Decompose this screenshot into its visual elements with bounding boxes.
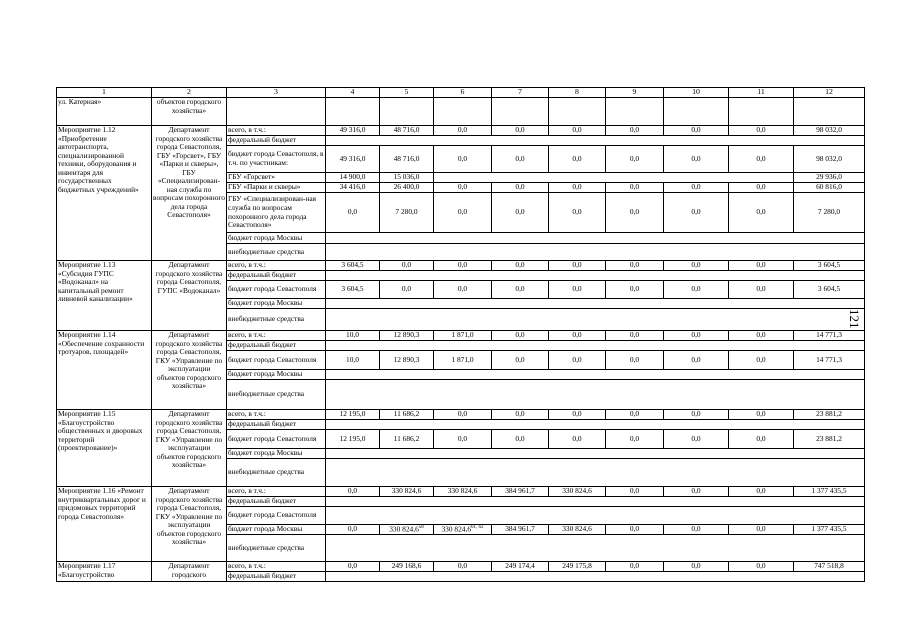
col-num-12: 12 <box>794 88 865 98</box>
funding-source-cell: федеральный бюджет <box>227 497 326 507</box>
funding-source-cell: всего, в т.ч.: <box>227 331 326 341</box>
funding-source-cell: федеральный бюджет <box>227 420 326 430</box>
funding-source-cell: всего, в т.ч.: <box>227 126 326 136</box>
executor-cell: Департамент городского хозяйства города Севастополя, ГКУ «Управление по эксплуатации объектов городского хозяйства» <box>152 487 227 562</box>
funding-source-cell: бюджет города Севастополя <box>227 430 326 449</box>
funding-source-cell: бюджет города Севастополя <box>227 507 326 525</box>
table-row: Мероприятие 1.13 «Субсидия ГУПС «Водоканал» на капитальный ремонт ливневой канализации» Департамент городского хозяйства города Севастополя, ГУПС «Водоканал» всего, в т.ч.: 3 604,5 0,0 0,0 0,0 0,0 0,0 0,0 0,0 3 604,5 <box>57 261 865 271</box>
col-num-6: 6 <box>434 88 492 98</box>
measure-name-cell: Мероприятие 1.13 «Субсидия ГУПС «Водоканал» на капитальный ремонт ливневой канализации» <box>57 261 152 331</box>
budget-table-sheet <box>56 87 865 582</box>
measure-name-cell: Мероприятие 1.15 «Благоустройство общественных и дворовых территорий (проектирование)» <box>57 410 152 487</box>
measure-name-cell: Мероприятие 1.14 «Обеспечение сохранности тротуаров, площадей» <box>57 331 152 410</box>
column-number-header <box>57 88 865 98</box>
funding-source-cell: бюджет города Севастополя <box>227 351 326 370</box>
measure-name-cell: Мероприятие 1.16 «Ремонт внутриквартальных дорог и придомовых территорий города Севастополя» <box>57 487 152 562</box>
measure-name-cell: Мероприятие 1.17 «Благоустройство <box>57 562 152 582</box>
executor-cell: Департамент городского хозяйства города Севастополя, ГКУ «Управление по эксплуатации объектов городского хозяйства» <box>152 331 227 410</box>
funding-source-cell: ГБУ «Парки и скверы» <box>227 183 326 193</box>
table-row: бюджет города Москвы 0,0 330 824,6$^{58}$ 330 824,6$^{61, 62}$ 384 961,7 330 824,6 0,0 0,0 0,0 1 377 435,5 <box>57 525 865 535</box>
funding-source-cell: бюджет города Москвы <box>227 525 326 535</box>
continuation-row <box>57 98 865 126</box>
executor-cell: Департамент городского хозяйства города Севастополя, ГУПС «Водоканал» <box>152 261 227 331</box>
footnote-mark: 61, 62 <box>471 525 484 530</box>
col-num-8: 8 <box>549 88 606 98</box>
funding-source-cell: бюджет города Севастополя, в т.ч. по участникам: <box>227 146 326 173</box>
executor-cell: Департамент городского <box>152 562 227 582</box>
col-num-10: 10 <box>664 88 729 98</box>
table-row: Мероприятие 1.14 «Обеспечение сохранности тротуаров, площадей» Департамент городского хозяйства города Севастополя, ГКУ «Управление по эксплуатации объектов городского хозяйства» всего, в т.ч.: 10,0 12 890,3 1 871,0 0,0 0,0 0,0 0,0 0,0 14 771,3 <box>57 331 865 341</box>
funding-source-cell: внебюджетные средства <box>227 535 326 562</box>
table-row: Мероприятие 1.17 «Благоустройство Департамент городского всего, в т.ч.: 0,0 249 168,6 0,0 249 174,4 249 175,8 0,0 0,0 0,0 747 518,8 <box>57 562 865 572</box>
table-row: бюджет города Севастополя 10,0 12 890,3 1 871,0 0,0 0,0 0,0 0,0 0,0 14 771,3 <box>57 351 865 370</box>
table-row: Мероприятие 1.15 «Благоустройство общественных и дворовых территорий (проектирование)» Департамент городского хозяйства города Севастополя, ГКУ «Управление по эксплуатации объектов городского хозяйства» всего, в т.ч.: 12 195,0 11 686,2 0,0 0,0 0,0 0,0 0,0 0,0 23 881,2 <box>57 410 865 420</box>
funding-source-cell: федеральный бюджет <box>227 136 326 146</box>
funding-source-cell: всего, в т.ч.: <box>227 487 326 497</box>
funding-source-cell: федеральный бюджет <box>227 271 326 281</box>
funding-source-cell: внебюджетные средства <box>227 459 326 487</box>
table-row: бюджет города Севастополя, в т.ч. по участникам: 49 316,0 48 716,0 0,0 0,0 0,0 0,0 0,0 0,0 98 032,0 <box>57 146 865 173</box>
funding-source-cell: бюджет города Севастополя <box>227 281 326 299</box>
page-number: 121 <box>847 309 862 329</box>
funding-source-cell: всего, в т.ч.: <box>227 562 326 572</box>
table-row: Мероприятие 1.16 «Ремонт внутриквартальных дорог и придомовых территорий города Севастополя» Департамент городского хозяйства города Севастополя, ГКУ «Управление по эксплуатации объектов городского хозяйства» всего, в т.ч.: 0,0 330 824,6 330 824,6 384 961,7 330 824,6 0,0 0,0 0,0 1 377 435,5 <box>57 487 865 497</box>
col-num-1: 1 <box>57 88 152 98</box>
table-row: Мероприятие 1.12 «Приобретение автотранспорта, специализированной техники, оборудования и инвентаря для государственных бюджетных учреждений» Департамент городского хозяйства города Севастополя, ГБУ «Горсвет», ГБУ «Парки и скверы», ГБУ «Специализирован-ная служба по вопросам похоронного дела города Севастополя» всего, в т.ч.: 49 316,0 48 716,0 0,0 0,0 0,0 0,0 0,0 0,0 98 032,0 <box>57 126 865 136</box>
table-row: бюджет города Севастополя 3 604,5 0,0 0,0 0,0 0,0 0,0 0,0 0,0 3 604,5 <box>57 281 865 299</box>
table-row: бюджет города Севастополя 12 195,0 11 686,2 0,0 0,0 0,0 0,0 0,0 0,0 23 881,2 <box>57 430 865 449</box>
col-num-11: 11 <box>729 88 794 98</box>
funding-source-cell: бюджет города Москвы <box>227 370 326 380</box>
funding-source-cell: бюджет города Москвы <box>227 299 326 309</box>
funding-source-cell: бюджет города Москвы <box>227 449 326 459</box>
measure-name-cell: ул. Катерная» <box>57 98 152 126</box>
table-row: ГБУ «Парки и скверы» 34 416,0 26 400,0 0,0 0,0 0,0 0,0 0,0 0,0 60 816,0 <box>57 183 865 193</box>
executor-cell: Департамент городского хозяйства города Севастополя, ГКУ «Управление по эксплуатации объектов городского хозяйства» <box>152 410 227 487</box>
funding-source-cell: федеральный бюджет <box>227 341 326 351</box>
funding-source-cell: ГБУ «Специализирован-ная служба по вопросам похоронного дела города Севастополя» <box>227 193 326 233</box>
col-num-4: 4 <box>326 88 380 98</box>
col-num-2: 2 <box>152 88 227 98</box>
funding-source-cell: ГБУ «Горсвет» <box>227 173 326 183</box>
funding-source-cell: всего, в т.ч.: <box>227 261 326 271</box>
col-num-7: 7 <box>492 88 549 98</box>
funding-source-cell: всего, в т.ч.: <box>227 410 326 420</box>
table-row: ГБУ «Специализирован-ная служба по вопросам похоронного дела города Севастополя» 0,0 7 280,0 0,0 0,0 0,0 0,0 0,0 0,0 7 280,0 <box>57 193 865 233</box>
executor-cell: объектов городского хозяйства» <box>152 98 227 126</box>
funding-source-cell: внебюджетные средства <box>227 380 326 410</box>
col-num-9: 9 <box>606 88 664 98</box>
funding-source-cell: федеральный бюджет <box>227 572 326 582</box>
col-num-5: 5 <box>380 88 434 98</box>
footnote-mark: 58 <box>418 525 424 530</box>
budget-table <box>56 87 865 582</box>
funding-source-cell: внебюджетные средства <box>227 309 326 331</box>
funding-source-cell: бюджет города Москвы <box>227 233 326 244</box>
table-row: ГБУ «Горсвет» 14 900,0 15 036,0 29 936,0 <box>57 173 865 183</box>
funding-source-cell: внебюджетные средства <box>227 244 326 261</box>
col-num-3: 3 <box>227 88 326 98</box>
measure-name-cell: Мероприятие 1.12 «Приобретение автотранспорта, специализированной техники, оборудования и инвентаря для государственных бюджетных учреждений» <box>57 126 152 261</box>
executor-cell: Департамент городского хозяйства города Севастополя, ГБУ «Горсвет», ГБУ «Парки и скверы», ГБУ «Специализирован-ная служба по вопросам похоронного дела города Севастополя» <box>152 126 227 261</box>
